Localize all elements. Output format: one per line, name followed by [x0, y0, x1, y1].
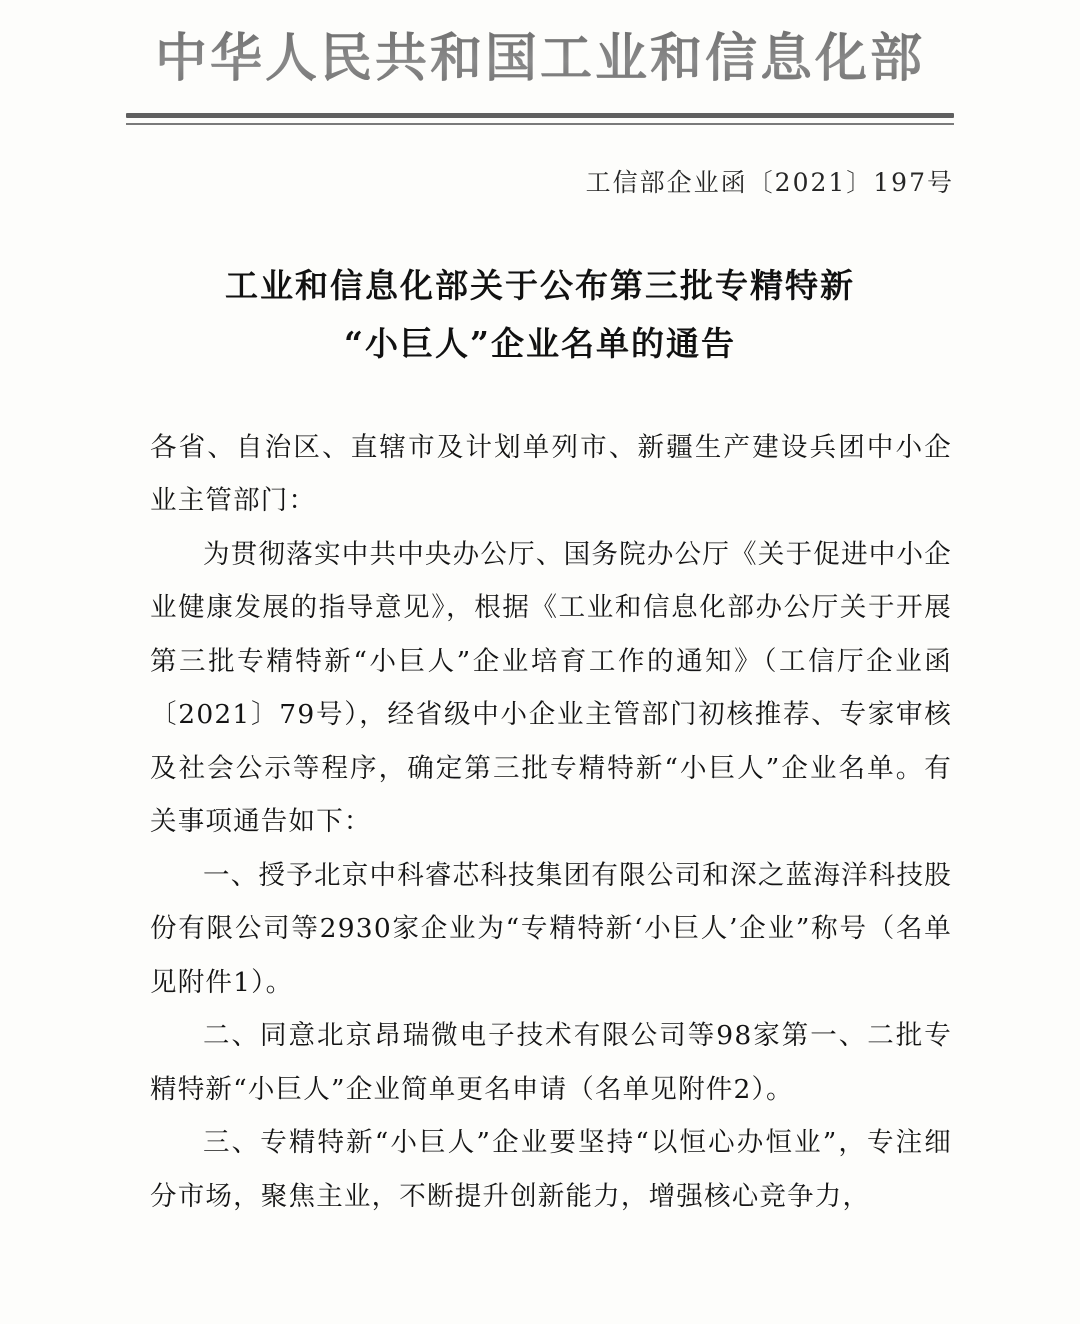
letterhead: [0, 0, 1080, 125]
body-paragraph: 三、专精特新“小巨人”企业要坚持“以恒心办恒业”，专注细分市场，聚焦主业，不断提升创新能力，增强核心竞争力，: [150, 1127, 952, 1212]
document-body: [0, 421, 1080, 1224]
page-title-line-1: 工业和信息化部关于公布第三批专精特新: [225, 266, 855, 305]
page-title-line-2: “小巨人”企业名单的通告: [344, 323, 736, 363]
body-paragraph: 各省、自治区、直辖市及计划单列市、新疆生产建设兵团中小企业主管部门：: [150, 431, 952, 517]
page-title: [0, 257, 1080, 373]
body-paragraph: 一、授予北京中科睿芯科技集团有限公司和深之蓝海洋科技股份有限公司等2930家企业为“专精特新‘小巨人’企业”称号（名单见附件1）。: [150, 859, 952, 998]
body-paragraph: 二、同意北京昂瑞微电子技术有限公司等98家第一、二批专精特新“小巨人”企业简单更名申请（名单见附件2）。: [150, 1020, 952, 1105]
issuing-authority-masthead: 中华人民共和国工业和信息化部: [0, 26, 1080, 91]
letterhead-rule-thick: [126, 113, 954, 118]
letterhead-rules: [0, 113, 1080, 125]
body-paragraph: 为贯彻落实中共中央办公厅、国务院办公厅《关于促进中小企业健康发展的指导意见》，根据《工业和信息化部办公厅关于开展第三批专精特新“小巨人”企业培育工作的通知》（工信厅企业函〔2021〕79号），经省级中小企业主管部门初核推荐、专家审核及社会公示等程序，确定第三批专精特新“小巨人”企业名单。有关事项通告如下：: [150, 538, 952, 838]
document-number: 工信部企业函〔2021〕197号: [585, 168, 954, 197]
letterhead-rule-thin: [126, 123, 954, 125]
